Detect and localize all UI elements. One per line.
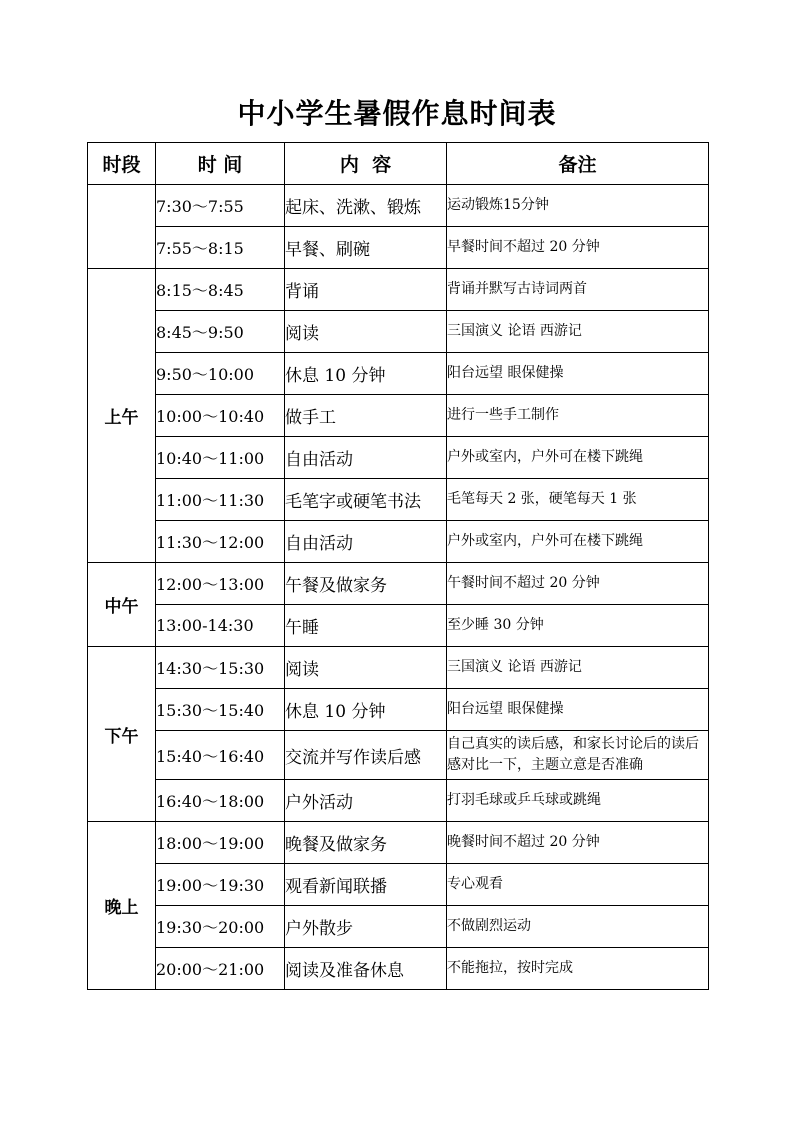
time-cell: 19:30～20:00 [156,906,285,948]
time-cell: 12:00～13:00 [156,563,285,605]
note-cell: 运动锻炼15分钟 [447,185,709,227]
note-cell: 进行一些手工制作 [447,395,709,437]
content-cell: 户外散步 [285,906,447,948]
content-cell: 休息 10 分钟 [285,353,447,395]
table-row [88,353,709,395]
content-cell: 毛笔字或硬笔书法 [285,479,447,521]
table-row [88,395,709,437]
page-title: 中小学生暑假作息时间表 [237,97,557,130]
content-cell: 交流并写作读后感 [285,731,447,780]
content-cell: 自由活动 [285,437,447,479]
table-row [88,437,709,479]
table-row [88,822,709,864]
period-cell: 中午 [88,563,156,647]
table-row [88,689,709,731]
time-cell: 20:00～21:00 [156,948,285,990]
content-cell: 晚餐及做家务 [285,822,447,864]
note-cell: 不能拖拉，按时完成 [447,948,709,990]
schedule-table [87,142,709,990]
table-row [88,269,709,311]
header-note: 备注 [447,143,709,185]
note-cell: 自己真实的读后感，和家长讨论后的读后感对比一下，主题立意是否准确 [447,731,709,780]
note-cell: 不做剧烈运动 [447,906,709,948]
table-row [88,731,709,780]
note-cell: 户外或室内，户外可在楼下跳绳 [447,437,709,479]
table-row [88,948,709,990]
time-cell: 16:40～18:00 [156,780,285,822]
table-row [88,185,709,227]
time-cell: 11:30～12:00 [156,521,285,563]
time-cell: 7:30～7:55 [156,185,285,227]
time-cell: 8:15～8:45 [156,269,285,311]
table-row [88,479,709,521]
note-cell: 早餐时间不超过 20 分钟 [447,227,709,269]
time-cell: 11:00～11:30 [156,479,285,521]
note-cell: 阳台远望 眼保健操 [447,353,709,395]
table-row [88,521,709,563]
content-cell: 做手工 [285,395,447,437]
content-cell: 阅读及准备休息 [285,948,447,990]
content-cell: 午睡 [285,605,447,647]
note-cell: 晚餐时间不超过 20 分钟 [447,822,709,864]
table-row [88,864,709,906]
content-cell: 午餐及做家务 [285,563,447,605]
note-cell: 专心观看 [447,864,709,906]
table-row [88,605,709,647]
content-cell: 自由活动 [285,521,447,563]
content-cell: 休息 10 分钟 [285,689,447,731]
content-cell: 阅读 [285,311,447,353]
content-cell: 早餐、刷碗 [285,227,447,269]
header-row [88,143,709,185]
table-row [88,906,709,948]
content-cell: 阅读 [285,647,447,689]
table-row [88,563,709,605]
note-cell: 背诵并默写古诗词两首 [447,269,709,311]
note-cell: 三国演义 论语 西游记 [447,647,709,689]
time-cell: 15:40～16:40 [156,731,285,780]
table-row [88,647,709,689]
content-cell: 背诵 [285,269,447,311]
note-cell: 三国演义 论语 西游记 [447,311,709,353]
period-cell: 晚上 [88,822,156,990]
content-cell: 起床、洗漱、锻炼 [285,185,447,227]
time-cell: 18:00～19:00 [156,822,285,864]
note-cell: 毛笔每天 2 张，硬笔每天 1 张 [447,479,709,521]
time-cell: 8:45～9:50 [156,311,285,353]
table-row [88,311,709,353]
period-cell: 下午 [88,647,156,822]
period-cell: 上午 [88,269,156,563]
time-cell: 9:50～10:00 [156,353,285,395]
table-row [88,780,709,822]
time-cell: 10:40～11:00 [156,437,285,479]
note-cell: 阳台远望 眼保健操 [447,689,709,731]
header-time: 时 间 [156,143,285,185]
header-period: 时段 [88,143,156,185]
content-cell: 观看新闻联播 [285,864,447,906]
time-cell: 13:00-14:30 [156,605,285,647]
time-cell: 19:00～19:30 [156,864,285,906]
time-cell: 10:00～10:40 [156,395,285,437]
note-cell: 打羽毛球或乒乓球或跳绳 [447,780,709,822]
note-cell: 至少睡 30 分钟 [447,605,709,647]
time-cell: 7:55～8:15 [156,227,285,269]
table-row [88,227,709,269]
content-cell: 户外活动 [285,780,447,822]
header-content: 内 容 [285,143,447,185]
period-cell [88,185,156,269]
note-cell: 户外或室内，户外可在楼下跳绳 [447,521,709,563]
time-cell: 14:30～15:30 [156,647,285,689]
note-cell: 午餐时间不超过 20 分钟 [447,563,709,605]
time-cell: 15:30～15:40 [156,689,285,731]
